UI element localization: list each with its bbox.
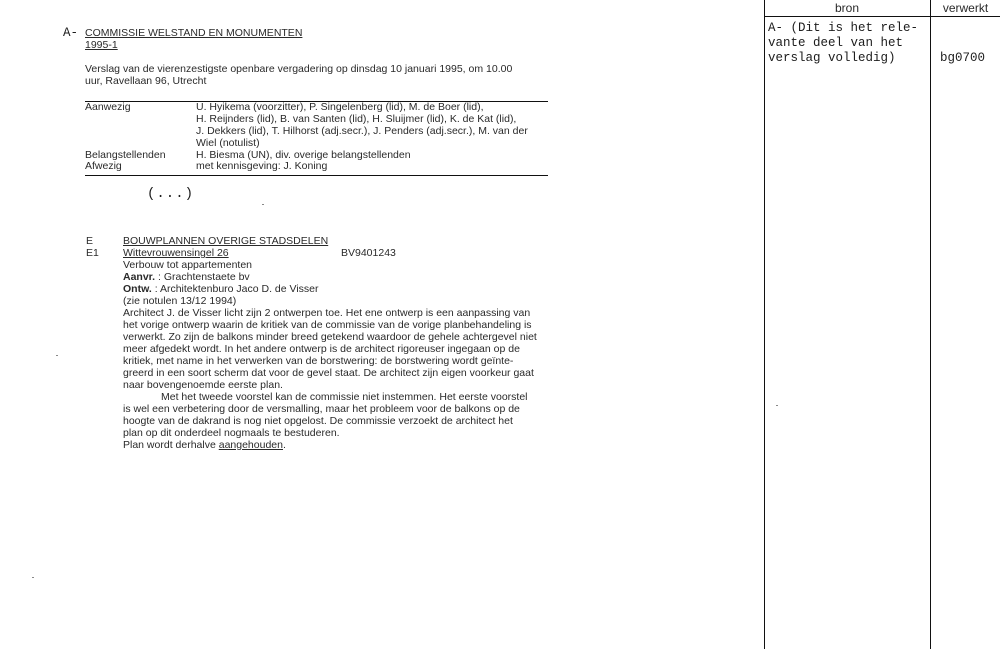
scan-speck: [32, 577, 34, 578]
afwezig-value: met kennisgeving: J. Koning: [196, 160, 328, 172]
aanvr-value: : Grachtenstaete bv: [158, 271, 250, 283]
item-applicant: [123, 271, 319, 283]
paragraph-line: meer afgedekt wordt. In het andere ontwerp is de architect rigoreuser ingegaan op de: [123, 343, 520, 355]
conclusion-prefix: Plan wordt derhalve: [123, 439, 219, 451]
verwerkt-code: bg0700: [940, 51, 986, 65]
column-header-rule: [764, 16, 1000, 17]
aanwezig-line: J. Dekkers (lid), T. Hilhorst (adj.secr.), J. Penders (adj.secr.), M. van der: [196, 125, 528, 137]
ontw-value: : Architektenburo Jaco D. de Visser: [154, 283, 319, 295]
belangstellenden-value: H. Biesma (UN), div. overige belangstellenden: [196, 149, 411, 161]
conclusion-suffix: .: [282, 439, 286, 451]
paragraph-line: plan op dit onderdeel nogmaals te bestuderen.: [123, 427, 340, 439]
paragraph-line: het vorige ontwerp waarin de kritiek van de commissie van de vorige planbehandeling is: [123, 319, 532, 331]
verwerkt-column-header: verwerkt: [942, 1, 989, 15]
paragraph-line: naar bovengenoemde eerste plan.: [123, 379, 283, 391]
intro-paragraph: [85, 63, 512, 87]
bron-note-marker: A-: [768, 21, 784, 35]
doc-number: 1995-1: [85, 39, 118, 51]
ontw-label: Ontw.: [123, 283, 152, 295]
discussion-paragraph-2: [123, 391, 528, 451]
intro-line: uur, Ravellaan 96, Utrecht: [85, 75, 207, 87]
aanvr-label: Aanvr.: [123, 271, 156, 283]
bron-note-line-2: vante deel van het: [768, 36, 904, 50]
paragraph-line: verwerkt. Zo zijn de balkons minder breed getekend waardoor de gehele achtergevel niet: [123, 331, 537, 343]
bron-column-header: bron: [834, 1, 860, 15]
doc-title: COMMISSIE WELSTAND EN MONUMENTEN: [85, 27, 303, 39]
doc-marker: A-: [63, 26, 79, 40]
conclusion-word: aangehouden: [218, 439, 283, 451]
bron-note-text: (Dit is het rele-: [790, 21, 919, 35]
item-reference: BV9401243: [341, 247, 396, 259]
aanwezig-line: U. Hyikema (voorzitter), P. Singelenberg (lid), M. de Boer (lid),: [196, 101, 484, 113]
aanwezig-label: Aanwezig: [85, 101, 131, 113]
afwezig-label: Afwezig: [85, 160, 122, 172]
item-description: Verbouw tot appartementen: [123, 259, 253, 271]
item-code: E1: [86, 247, 99, 259]
section-code: E: [86, 235, 94, 247]
scan-speck: [262, 204, 264, 205]
paragraph-line: Met het tweede voorstel kan de commissie niet instemmen. Het eerste voorstel: [161, 391, 528, 403]
aanwezig-line: Wiel (notulist): [196, 137, 260, 149]
item-details: [123, 259, 319, 307]
scan-speck: [776, 405, 778, 406]
item-reference-note: (zie notulen 13/12 1994): [123, 295, 237, 307]
bron-note-line-3: verslag volledig): [768, 51, 896, 65]
paragraph-line: greerd in een soort scherm dat voor de gevel staat. De architect zijn eigen voorkeur gaat: [123, 367, 534, 379]
paragraph-line: hoogte van de dakrand is nog niet opgelost. De commissie verzoekt de architect het: [123, 415, 513, 427]
intro-line: Verslag van de vierenzestigste openbare vergadering op dinsdag 10 januari 1995, om 10.00: [85, 63, 513, 75]
paragraph-line: kritiek, met name in het verwerken van de borstwering: de borstwering wordt geïnte-: [123, 355, 514, 367]
attendance-bottom-rule: [85, 175, 548, 176]
paragraph-line: Architect J. de Visser licht zijn 2 ontwerpen toe. Het ene ontwerp is een aanpassing van: [123, 307, 531, 319]
conclusion-line: [123, 439, 528, 451]
item-designer: [123, 283, 319, 295]
aanwezig-line: H. Reijnders (lid), B. van Santen (lid), H. Sluijmer (lid), K. de Kat (lid),: [196, 113, 517, 125]
column-divider-right: [930, 0, 931, 649]
belangstellenden-label: Belangstellenden: [85, 149, 166, 161]
bron-note: [768, 21, 918, 66]
item-address: Wittevrouwensingel 26: [123, 247, 229, 259]
bron-note-line-1: [768, 21, 918, 36]
column-divider-left: [764, 0, 765, 649]
ellipsis-mark: (...): [147, 186, 195, 202]
section-title: BOUWPLANNEN OVERIGE STADSDELEN: [123, 235, 329, 247]
aanwezig-list: [196, 101, 528, 149]
scan-speck: [56, 355, 58, 356]
discussion-paragraph-1: [123, 307, 537, 391]
paragraph-line: is wel een verbetering door de versmalling, maar het probleem voor de balkons op de: [123, 403, 520, 415]
